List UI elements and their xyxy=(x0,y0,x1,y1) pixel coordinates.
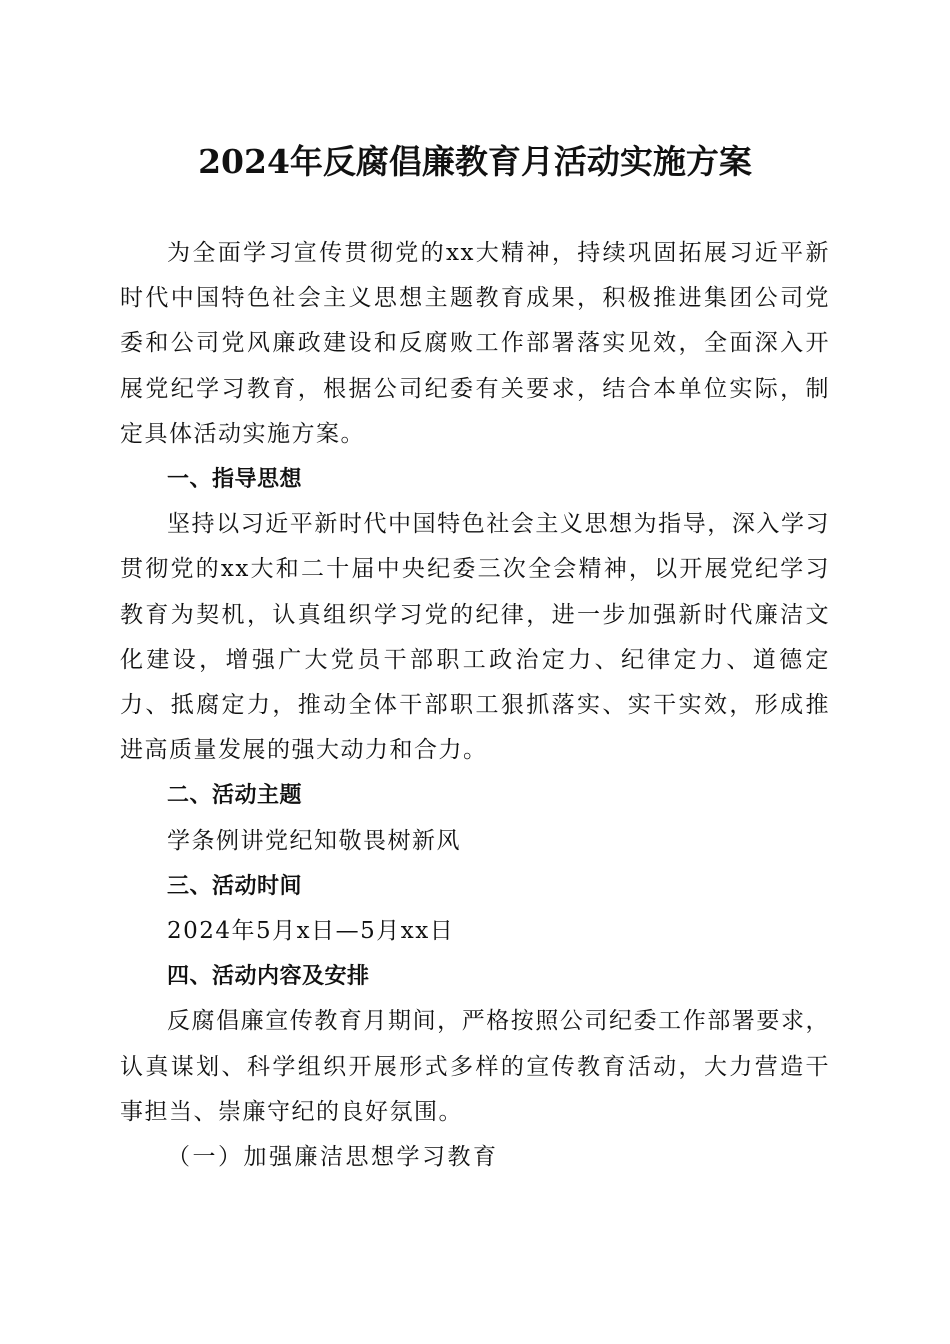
subsection-heading: （一）加强廉洁思想学习教育 xyxy=(167,1144,499,1171)
section-heading-activity-theme: 二、活动主题 xyxy=(167,783,303,809)
section-text-activity-time: 2024年5月x日—5月xx日 xyxy=(167,918,455,945)
document-body xyxy=(120,231,830,1180)
section-text-activity-content: 反腐倡廉宣传教育月期间，严格按照公司纪委工作部署要求，认真谋划、科学组织开展形式多样的宣传教育活动，大力营造干事担当、崇廉守纪的良好氛围。 xyxy=(120,1008,830,1125)
section-heading-activity-content: 四、活动内容及安排 xyxy=(167,964,370,990)
section-text-guiding-ideology: 坚持以习近平新时代中国特色社会主义思想为指导，深入学习贯彻党的xx大和二十届中央纪委三次全会精神，以开展党纪学习教育为契机，认真组织学习党的纪律，进一步加强新时代廉洁文化建设，增强广大党员干部职工政治定力、纪律定力、道德定力、抵腐定力，推动全体干部职工狠抓落实、实干实效，形成推进高质量发展的强大动力和合力。 xyxy=(120,511,830,764)
section-text-activity-theme: 学条例讲党纪知敬畏树新风 xyxy=(167,827,461,854)
intro-paragraph: 为全面学习宣传贯彻党的xx大精神，持续巩固拓展习近平新时代中国特色社会主义思想主题教育成果，积极推进集团公司党委和公司党风廉政建设和反腐败工作部署落实见效，全面深入开展党纪学习教育，根据公司纪委有关要求，结合本单位实际，制定具体活动实施方案。 xyxy=(120,240,830,447)
document-title: 2024年反腐倡廉教育月活动实施方案 xyxy=(198,142,752,181)
section-heading-guiding-ideology: 一、指导思想 xyxy=(167,467,303,493)
section-heading-activity-time: 三、活动时间 xyxy=(167,873,303,899)
